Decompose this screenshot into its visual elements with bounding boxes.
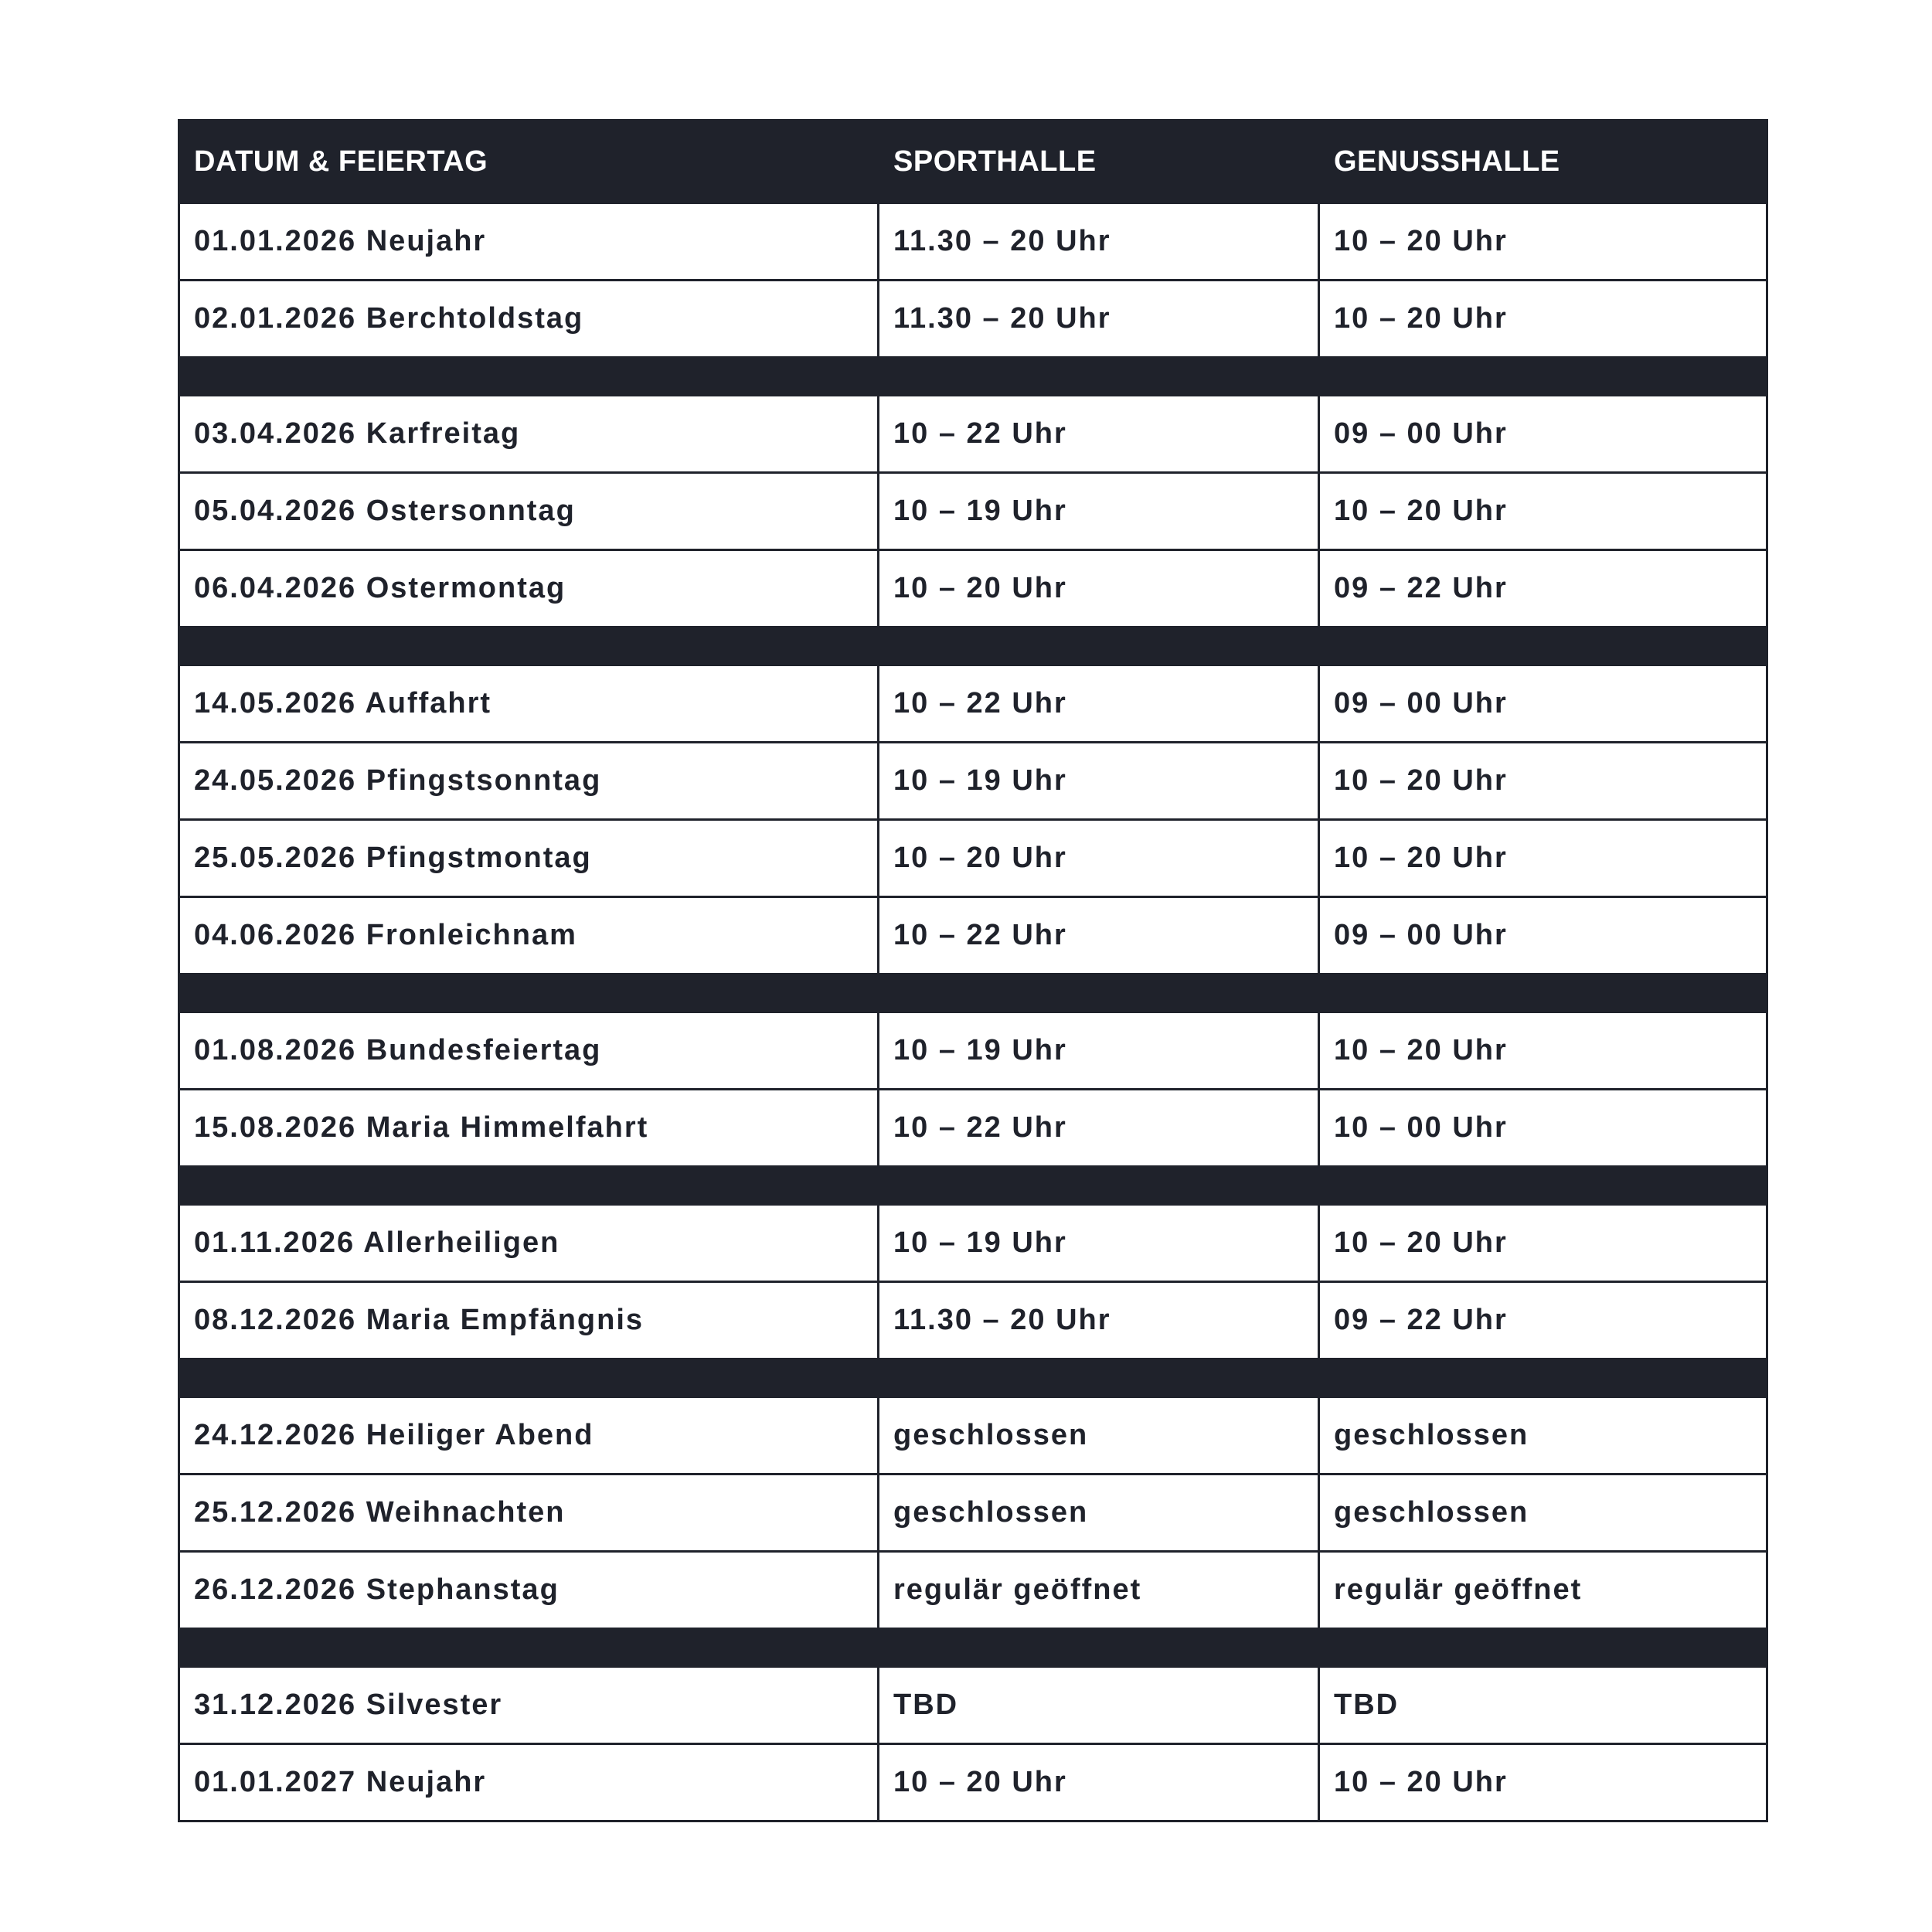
genusshalle-hours-cell: geschlossen xyxy=(1319,1397,1767,1475)
table-row xyxy=(179,1282,1767,1359)
genusshalle-hours-cell: 10 – 20 Uhr xyxy=(1319,820,1767,897)
sporthalle-hours-cell: 11.30 – 20 Uhr xyxy=(879,203,1319,281)
header-date-holiday: DATUM & FEIERTAG xyxy=(179,121,879,203)
group-separator xyxy=(179,1359,1767,1397)
date-holiday-cell: 25.05.2026 Pfingstmontag xyxy=(179,820,879,897)
table-row xyxy=(179,897,1767,975)
sporthalle-hours-cell: geschlossen xyxy=(879,1475,1319,1552)
table-row xyxy=(179,550,1767,628)
date-holiday-cell: 31.12.2026 Silvester xyxy=(179,1667,879,1744)
separator-bar xyxy=(179,975,1767,1012)
sporthalle-hours-cell: 11.30 – 20 Uhr xyxy=(879,281,1319,358)
table-header-row xyxy=(179,121,1767,203)
table-row xyxy=(179,1090,1767,1167)
genusshalle-hours-cell: 10 – 20 Uhr xyxy=(1319,1205,1767,1282)
table-row xyxy=(179,281,1767,358)
genusshalle-hours-cell: 09 – 22 Uhr xyxy=(1319,1282,1767,1359)
date-holiday-cell: 25.12.2026 Weihnachten xyxy=(179,1475,879,1552)
holiday-hours-table xyxy=(178,119,1768,1822)
table-row xyxy=(179,743,1767,820)
header-genusshalle: GENUSSHALLE xyxy=(1319,121,1767,203)
date-holiday-cell: 26.12.2026 Stephanstag xyxy=(179,1552,879,1629)
table-row xyxy=(179,1205,1767,1282)
date-holiday-cell: 05.04.2026 Ostersonntag xyxy=(179,473,879,550)
group-separator xyxy=(179,358,1767,396)
table-row xyxy=(179,665,1767,743)
genusshalle-hours-cell: 10 – 20 Uhr xyxy=(1319,743,1767,820)
sporthalle-hours-cell: TBD xyxy=(879,1667,1319,1744)
genusshalle-hours-cell: TBD xyxy=(1319,1667,1767,1744)
table-row xyxy=(179,1012,1767,1090)
sporthalle-hours-cell: 10 – 19 Uhr xyxy=(879,1205,1319,1282)
date-holiday-cell: 24.12.2026 Heiliger Abend xyxy=(179,1397,879,1475)
date-holiday-cell: 15.08.2026 Maria Himmelfahrt xyxy=(179,1090,879,1167)
sporthalle-hours-cell: regulär geöffnet xyxy=(879,1552,1319,1629)
genusshalle-hours-cell: 09 – 22 Uhr xyxy=(1319,550,1767,628)
header-sporthalle: SPORTHALLE xyxy=(879,121,1319,203)
table-body xyxy=(179,203,1767,1821)
sporthalle-hours-cell: 10 – 22 Uhr xyxy=(879,396,1319,473)
date-holiday-cell: 24.05.2026 Pfingstsonntag xyxy=(179,743,879,820)
table-row xyxy=(179,396,1767,473)
genusshalle-hours-cell: 09 – 00 Uhr xyxy=(1319,665,1767,743)
group-separator xyxy=(179,1629,1767,1667)
sporthalle-hours-cell: 10 – 19 Uhr xyxy=(879,1012,1319,1090)
genusshalle-hours-cell: geschlossen xyxy=(1319,1475,1767,1552)
genusshalle-hours-cell: 10 – 20 Uhr xyxy=(1319,1012,1767,1090)
date-holiday-cell: 06.04.2026 Ostermontag xyxy=(179,550,879,628)
date-holiday-cell: 01.01.2027 Neujahr xyxy=(179,1744,879,1821)
genusshalle-hours-cell: 10 – 20 Uhr xyxy=(1319,473,1767,550)
table-row xyxy=(179,1667,1767,1744)
table-row xyxy=(179,473,1767,550)
sporthalle-hours-cell: geschlossen xyxy=(879,1397,1319,1475)
group-separator xyxy=(179,1167,1767,1205)
date-holiday-cell: 01.01.2026 Neujahr xyxy=(179,203,879,281)
sporthalle-hours-cell: 10 – 20 Uhr xyxy=(879,1744,1319,1821)
sporthalle-hours-cell: 10 – 22 Uhr xyxy=(879,1090,1319,1167)
sporthalle-hours-cell: 10 – 22 Uhr xyxy=(879,897,1319,975)
group-separator xyxy=(179,975,1767,1012)
separator-bar xyxy=(179,628,1767,665)
genusshalle-hours-cell: 09 – 00 Uhr xyxy=(1319,897,1767,975)
date-holiday-cell: 01.08.2026 Bundesfeiertag xyxy=(179,1012,879,1090)
genusshalle-hours-cell: 10 – 20 Uhr xyxy=(1319,1744,1767,1821)
separator-bar xyxy=(179,1167,1767,1205)
table-row xyxy=(179,1744,1767,1821)
separator-bar xyxy=(179,1359,1767,1397)
separator-bar xyxy=(179,358,1767,396)
date-holiday-cell: 01.11.2026 Allerheiligen xyxy=(179,1205,879,1282)
genusshalle-hours-cell: 10 – 20 Uhr xyxy=(1319,281,1767,358)
genusshalle-hours-cell: regulär geöffnet xyxy=(1319,1552,1767,1629)
date-holiday-cell: 02.01.2026 Berchtoldstag xyxy=(179,281,879,358)
table-row xyxy=(179,1475,1767,1552)
date-holiday-cell: 08.12.2026 Maria Empfängnis xyxy=(179,1282,879,1359)
date-holiday-cell: 03.04.2026 Karfreitag xyxy=(179,396,879,473)
genusshalle-hours-cell: 10 – 00 Uhr xyxy=(1319,1090,1767,1167)
sporthalle-hours-cell: 10 – 20 Uhr xyxy=(879,820,1319,897)
table-row xyxy=(179,1397,1767,1475)
genusshalle-hours-cell: 10 – 20 Uhr xyxy=(1319,203,1767,281)
table-row xyxy=(179,820,1767,897)
sporthalle-hours-cell: 10 – 22 Uhr xyxy=(879,665,1319,743)
sporthalle-hours-cell: 10 – 19 Uhr xyxy=(879,743,1319,820)
sporthalle-hours-cell: 10 – 20 Uhr xyxy=(879,550,1319,628)
group-separator xyxy=(179,628,1767,665)
sporthalle-hours-cell: 11.30 – 20 Uhr xyxy=(879,1282,1319,1359)
table-row xyxy=(179,1552,1767,1629)
genusshalle-hours-cell: 09 – 00 Uhr xyxy=(1319,396,1767,473)
separator-bar xyxy=(179,1629,1767,1667)
date-holiday-cell: 14.05.2026 Auffahrt xyxy=(179,665,879,743)
date-holiday-cell: 04.06.2026 Fronleichnam xyxy=(179,897,879,975)
sporthalle-hours-cell: 10 – 19 Uhr xyxy=(879,473,1319,550)
table-row xyxy=(179,203,1767,281)
